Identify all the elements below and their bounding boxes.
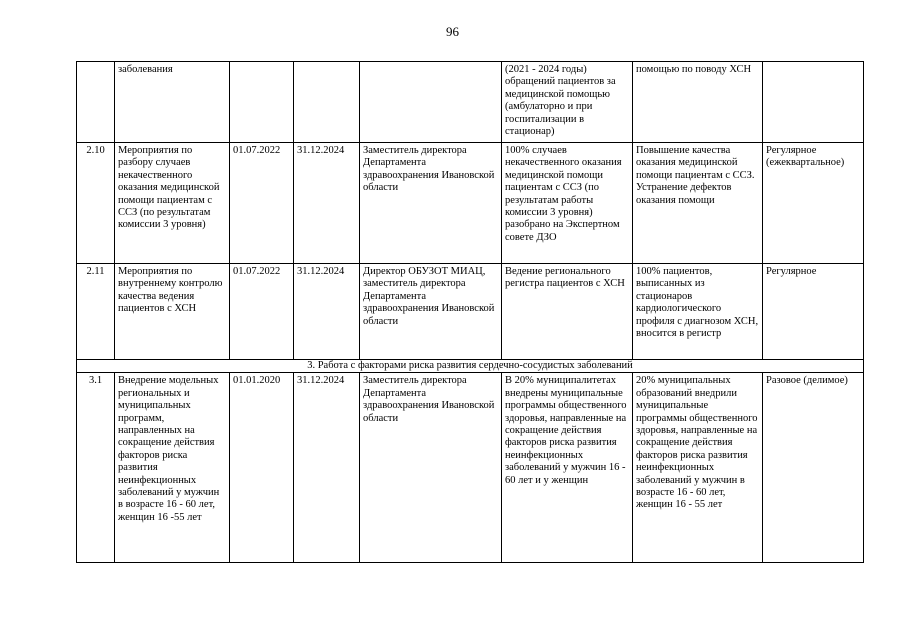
table-row <box>77 373 864 563</box>
cell-responsible: Заместитель директора Департамента здравоохранения Ивановской области <box>360 373 502 563</box>
cell-type: Регулярное <box>763 264 864 360</box>
cell-result: помощью по поводу ХСН <box>633 62 763 143</box>
cell-number <box>77 62 115 143</box>
cell-indicator: В 20% муниципалитетах внедрены муниципальные программы общественного здоровья, направленные на сокращение действия факторов риска развития неинфекционных заболеваний у мужчин 16 - 60 лет и у женщин <box>502 373 633 563</box>
cell-start-date <box>230 62 294 143</box>
cell-event: Мероприятия по внутреннему контролю качества ведения пациентов с ХСН <box>115 264 230 360</box>
cell-start-date: 01.01.2020 <box>230 373 294 563</box>
action-plan-table <box>76 61 864 563</box>
cell-type <box>763 62 864 143</box>
cell-type: Регулярное (ежеквартальное) <box>763 143 864 264</box>
cell-responsible: Заместитель директора Департамента здравоохранения Ивановской области <box>360 143 502 264</box>
cell-start-date: 01.07.2022 <box>230 264 294 360</box>
table-row <box>77 264 864 360</box>
cell-start-date: 01.07.2022 <box>230 143 294 264</box>
cell-number: 2.11 <box>77 264 115 360</box>
cell-end-date <box>294 62 360 143</box>
cell-type: Разовое (делимое) <box>763 373 864 563</box>
table-row <box>77 62 864 143</box>
cell-indicator: (2021 - 2024 годы) обращений пациентов за медицинской помощью (амбулаторно и при госпитализации в стационар) <box>502 62 633 143</box>
cell-result: 100% пациентов, выписанных из стационаров кардиологического профиля с диагнозом ХСН, вносится в регистр <box>633 264 763 360</box>
cell-end-date: 31.12.2024 <box>294 264 360 360</box>
cell-result: 20% муниципальных образований внедрили муниципальные программы общественного здоровья, направленные на сокращение действия факторов риска развития неинфекционных заболеваний у мужчин в возрасте 16 - 60 лет, женщин 16 - 55 лет <box>633 373 763 563</box>
cell-result: Повышение качества оказания медицинской помощи пациентам с ССЗ. Устранение дефектов оказания помощи <box>633 143 763 264</box>
cell-indicator: Ведение регионального регистра пациентов с ХСН <box>502 264 633 360</box>
cell-indicator: 100% случаев некачественного оказания медицинской помощи пациентам с ССЗ (по результатам работы комиссии 3 уровня) разобрано на Экспертном совете ДЗО <box>502 143 633 264</box>
cell-number: 2.10 <box>77 143 115 264</box>
section-title: 3. Работа с факторами риска развития сердечно-сосудистых заболеваний <box>77 360 864 373</box>
cell-event: заболевания <box>115 62 230 143</box>
section-header-row <box>77 360 864 373</box>
table-row <box>77 143 864 264</box>
cell-event: Мероприятия по разбору случаев некачественного оказания медицинской помощи пациентам с ССЗ (по результатам комиссии 3 уровня) <box>115 143 230 264</box>
page-number: 96 <box>446 24 459 39</box>
cell-responsible <box>360 62 502 143</box>
cell-end-date: 31.12.2024 <box>294 373 360 563</box>
cell-end-date: 31.12.2024 <box>294 143 360 264</box>
cell-responsible: Директор ОБУЗОТ МИАЦ, заместитель директора Департамента здравоохранения Ивановской области <box>360 264 502 360</box>
cell-event: Внедрение модельных региональных и муниципальных программ, направленных на сокращение действия факторов риска развития неинфекционных заболеваний у мужчин в возрасте 16 - 60 лет, женщин 16 -55 лет <box>115 373 230 563</box>
cell-number: 3.1 <box>77 373 115 563</box>
